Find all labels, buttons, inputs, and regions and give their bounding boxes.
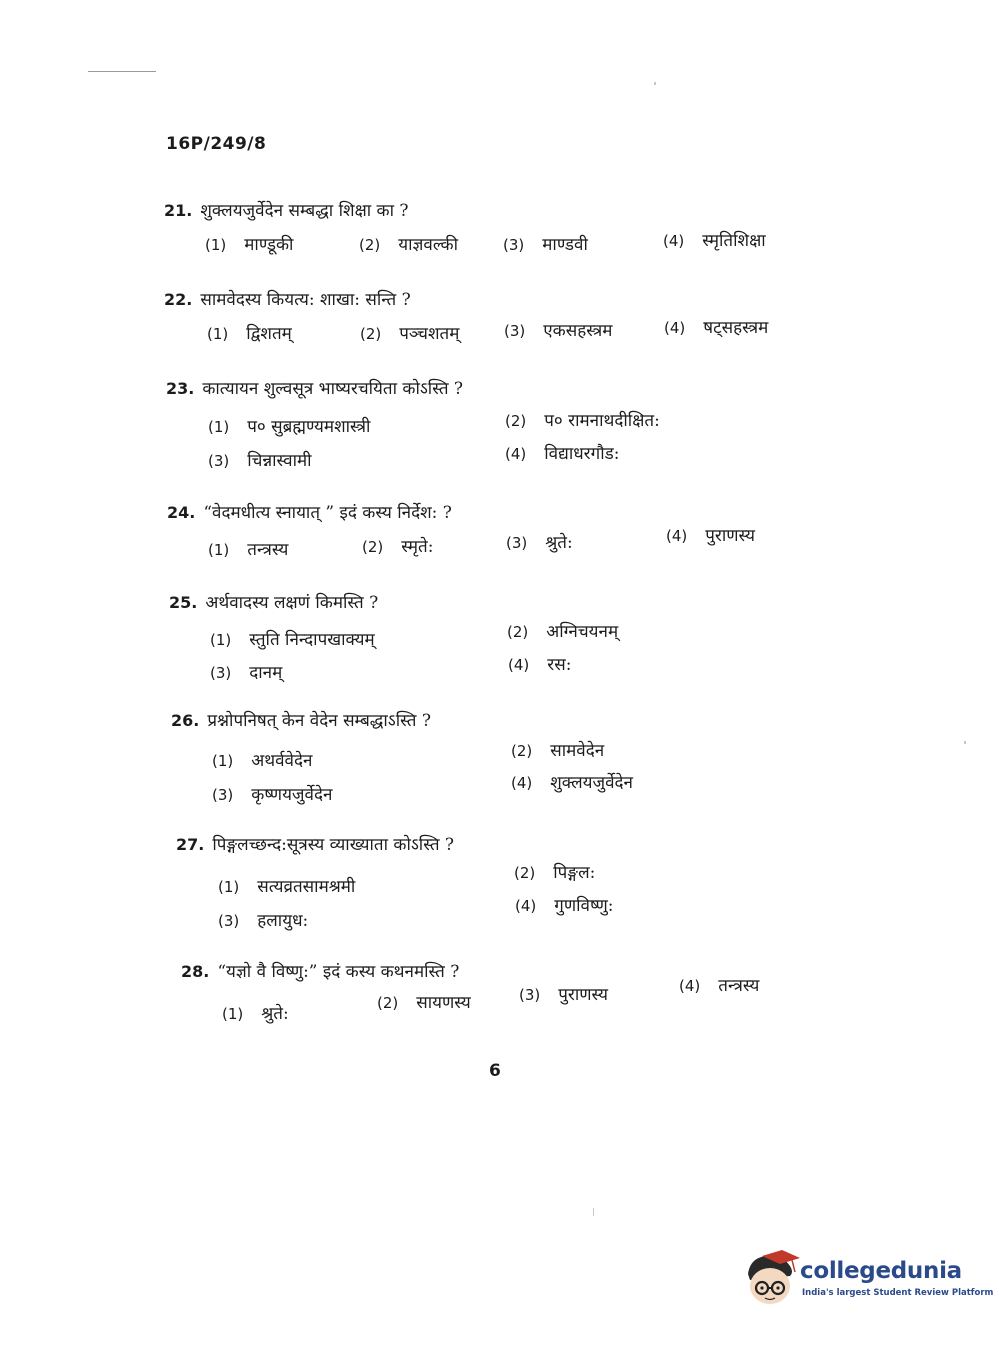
question-number: 21. (164, 201, 193, 220)
question-number: 27. (176, 835, 205, 854)
option-text: माण्डवी (542, 235, 588, 255)
option-text: अथर्ववेदेन (251, 751, 313, 771)
question-number: 22. (164, 290, 193, 309)
question-number: 26. (171, 711, 200, 730)
option-1 (205, 232, 293, 255)
option-number: (1) (207, 325, 229, 343)
option-text: दानम् (249, 663, 283, 683)
option-text: हलायुध: (257, 911, 309, 931)
option-4 (508, 652, 571, 675)
option-1 (222, 1001, 289, 1024)
option-text: स्मृतिशिक्षा (702, 231, 766, 251)
option-3 (218, 908, 308, 931)
option-text: द्विशतम् (246, 324, 292, 344)
option-text: सायणस्य (416, 993, 471, 1013)
option-text: एकसहस्त्रम (543, 321, 613, 341)
option-number: (3) (504, 322, 526, 340)
option-text: पुराणस्य (705, 526, 756, 546)
option-4 (663, 228, 766, 251)
option-number: (3) (218, 912, 240, 930)
question-text-line (181, 959, 459, 982)
option-number: (2) (362, 538, 384, 556)
question-text: पिङ्गलच्छन्द:सूत्रस्य व्याख्याता कोऽस्ति ? (212, 835, 455, 855)
option-number: (4) (511, 774, 533, 792)
question-text: कात्यायन शुल्वसूत्र भाष्यरचयिता कोऽस्ति ? (202, 379, 464, 399)
option-text: षट्सहस्त्रम (703, 318, 769, 338)
option-1 (212, 748, 312, 771)
option-text: पिङ्गल: (553, 863, 596, 883)
option-number: (4) (664, 319, 686, 337)
option-text: सामवेदेन (550, 741, 605, 761)
option-2 (514, 860, 595, 883)
option-number: (4) (666, 527, 688, 545)
option-text: शुक्लयजुर्वेदेन (550, 773, 633, 793)
option-4 (511, 770, 633, 793)
option-text: कृष्णयजुर्वेदेन (251, 785, 333, 805)
option-3 (504, 318, 612, 341)
option-number: (2) (359, 236, 381, 254)
question-text: “वेदमधीत्य स्नायात् ” इदं कस्य निर्देश: ? (203, 503, 452, 523)
option-number: (1) (205, 236, 227, 254)
option-2 (511, 738, 604, 761)
collegedunia-watermark (740, 1250, 994, 1310)
brand-name: collegedunia (800, 1258, 962, 1284)
option-1 (207, 321, 292, 344)
option-number: (3) (506, 534, 528, 552)
option-text: पुराणस्य (558, 985, 609, 1005)
option-3 (212, 782, 332, 805)
option-text: चिन्नास्वामी (247, 451, 312, 471)
option-2 (359, 232, 458, 255)
question-number: 24. (167, 503, 196, 522)
question-text-line (164, 287, 411, 310)
question-text: “यज्ञो वै विष्णु:” इदं कस्य कथनमस्ति ? (217, 962, 460, 982)
option-number: (4) (505, 445, 527, 463)
option-text: प० सुब्रह्मण्यमशास्त्री (247, 417, 371, 437)
question-text-line (166, 376, 463, 399)
option-2 (507, 619, 618, 642)
option-text: पञ्चशतम् (399, 324, 460, 344)
option-1 (218, 874, 355, 897)
option-number: (3) (519, 986, 541, 1004)
top-rule (88, 71, 156, 72)
option-4 (505, 441, 619, 464)
option-1 (210, 627, 375, 650)
option-number: (4) (508, 656, 530, 674)
question-text: सामवेदस्य कियत्य: शाखा: सन्ति ? (200, 290, 411, 310)
option-text: याज्ञवल्की (398, 235, 458, 255)
question-text-line (169, 590, 378, 613)
option-number: (1) (208, 541, 230, 559)
paper-code: 16P/249/8 (166, 134, 267, 154)
option-number: (2) (514, 864, 536, 882)
scan-speck (654, 82, 656, 85)
mascot-logo-icon (740, 1250, 800, 1310)
option-number: (1) (222, 1005, 244, 1023)
option-number: (2) (507, 623, 529, 641)
option-text: विद्याधरगौड: (544, 444, 620, 464)
option-1 (208, 414, 370, 437)
option-2 (377, 990, 471, 1013)
option-number: (1) (212, 752, 234, 770)
option-3 (506, 530, 573, 553)
option-text: माण्डूकी (244, 235, 294, 255)
option-text: श्रुते: (261, 1004, 289, 1024)
option-number: (3) (212, 786, 234, 804)
option-text: रस: (547, 655, 572, 675)
scan-speck (964, 741, 966, 744)
option-number: (3) (208, 452, 230, 470)
option-3 (208, 448, 312, 471)
question-number: 25. (169, 593, 198, 612)
option-3 (519, 982, 608, 1005)
question-text: प्रश्नोपनिषत् केन वेदेन सम्बद्धाऽस्ति ? (207, 711, 431, 731)
option-4 (679, 973, 759, 996)
option-number: (4) (679, 977, 701, 995)
option-text: स्मृते: (401, 537, 434, 557)
option-number: (2) (511, 742, 533, 760)
option-number: (1) (208, 418, 230, 436)
option-text: अग्निचयनम् (546, 622, 619, 642)
option-text: सत्यव्रतसामश्रमी (257, 877, 356, 897)
question-text-line (171, 708, 431, 731)
option-text: तन्त्रस्य (247, 540, 289, 560)
question-text: शुक्लयजुर्वेदेन सम्बद्धा शिक्षा का ? (200, 201, 409, 221)
option-text: तन्त्रस्य (718, 976, 760, 996)
option-2 (505, 408, 660, 431)
option-2 (362, 534, 433, 557)
option-text: प० रामनाथदीक्षित: (544, 411, 660, 431)
question-number: 28. (181, 962, 210, 981)
question-number: 23. (166, 379, 195, 398)
option-4 (515, 893, 613, 916)
option-2 (360, 321, 459, 344)
option-number: (4) (663, 232, 685, 250)
option-number: (3) (210, 664, 232, 682)
option-text: श्रुते: (545, 533, 573, 553)
option-1 (208, 537, 288, 560)
option-number: (4) (515, 897, 537, 915)
option-3 (503, 232, 588, 255)
option-number: (2) (505, 412, 527, 430)
question-text-line (176, 832, 454, 855)
option-4 (666, 523, 755, 546)
scan-speck (593, 1208, 594, 1216)
question-text-line (167, 500, 452, 523)
option-number: (2) (360, 325, 382, 343)
option-number: (1) (210, 631, 232, 649)
question-text-line (164, 198, 409, 221)
option-number: (3) (503, 236, 525, 254)
option-text: गुणविष्णु: (554, 896, 614, 916)
page-number: 6 (489, 1061, 501, 1081)
question-text: अर्थवादस्य लक्षणं किमस्ति ? (205, 593, 379, 613)
option-3 (210, 660, 282, 683)
option-number: (1) (218, 878, 240, 896)
option-4 (664, 315, 768, 338)
option-number: (2) (377, 994, 399, 1012)
option-text: स्तुति निन्दापखाक्यम् (249, 630, 375, 650)
brand-tagline: India's largest Student Review Platform (802, 1288, 994, 1298)
